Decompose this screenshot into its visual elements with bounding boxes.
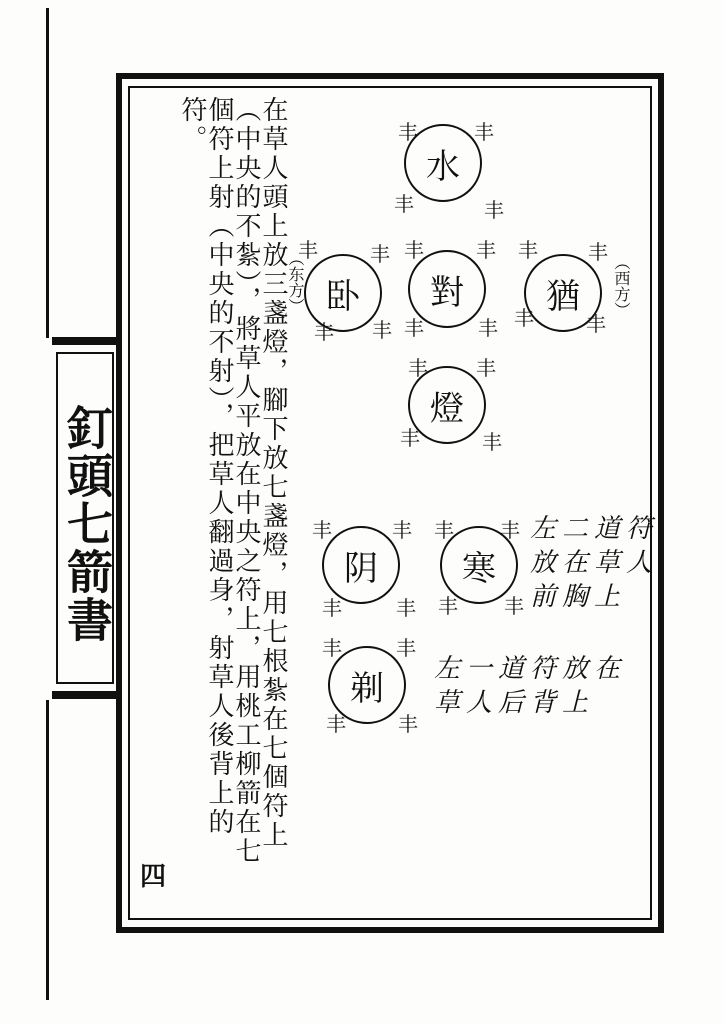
talisman-back: 剃 — [328, 646, 406, 724]
arrow-mark-icon: 丰 — [500, 518, 520, 542]
arrow-mark-icon: 丰 — [326, 712, 346, 736]
note-line: 放在草人 — [530, 548, 659, 578]
talisman-east: 卧 — [304, 254, 382, 332]
direction-east: （东方） — [286, 250, 305, 314]
arrow-mark-icon: 丰 — [298, 238, 318, 262]
arrow-mark-icon: 丰 — [400, 426, 420, 450]
talisman-front-right: 寒 — [440, 526, 518, 604]
arrow-mark-icon: 丰 — [394, 192, 414, 216]
note-line: 左二道符 — [530, 514, 659, 544]
talisman-bottom: 燈 — [408, 366, 486, 444]
spine-line-outer — [46, 8, 49, 338]
talisman-top: 水 — [404, 124, 482, 202]
arrow-mark-icon: 丰 — [482, 430, 502, 454]
talisman-center: 對 — [408, 250, 486, 328]
arrow-mark-icon: 丰 — [586, 312, 606, 336]
arrow-mark-icon: 丰 — [398, 120, 418, 144]
arrow-mark-icon: 丰 — [370, 242, 390, 266]
main-instruction-text: 在草人頭上放三盞燈，腳下放七盞燈，用七根紮在七個符上（中央的不紮），將草人平放在中央之符上，用桃工柳箭在七個符上射（中央的不射），把草人翻過身，射草人後背上的符。 — [177, 96, 288, 866]
talisman-front-left: 阴 — [322, 526, 400, 604]
arrow-mark-icon: 丰 — [398, 712, 418, 736]
arrow-mark-icon: 丰 — [404, 316, 424, 340]
arrow-mark-icon: 丰 — [514, 306, 534, 330]
arrow-mark-icon: 丰 — [588, 240, 608, 264]
direction-west: （西方） — [612, 254, 631, 318]
arrow-mark-icon: 丰 — [476, 356, 496, 380]
arrow-mark-icon: 丰 — [518, 238, 538, 262]
arrow-mark-icon: 丰 — [392, 518, 412, 542]
arrow-mark-icon: 丰 — [322, 636, 342, 660]
arrow-mark-icon: 丰 — [476, 238, 496, 262]
arrow-mark-icon: 丰 — [322, 596, 342, 620]
note-front — [530, 512, 658, 614]
arrow-mark-icon: 丰 — [396, 596, 416, 620]
note-line: 左一道符放在 — [434, 654, 627, 684]
arrow-mark-icon: 丰 — [484, 198, 504, 222]
arrow-mark-icon: 丰 — [474, 120, 494, 144]
arrow-mark-icon: 丰 — [408, 356, 428, 380]
arrow-mark-icon: 丰 — [396, 636, 416, 660]
note-line: 草人后背上 — [434, 688, 595, 718]
spine-line-outer-lower — [46, 700, 49, 1000]
note-back — [434, 652, 626, 720]
page-number: 四 — [140, 862, 167, 892]
arrow-mark-icon: 丰 — [312, 518, 332, 542]
arrow-mark-icon: 丰 — [478, 316, 498, 340]
book-title: 釘頭七箭書 — [60, 404, 114, 644]
arrow-mark-icon: 丰 — [438, 594, 458, 618]
note-line: 前胸上 — [530, 582, 627, 612]
arrow-mark-icon: 丰 — [372, 318, 392, 342]
arrow-mark-icon: 丰 — [434, 518, 454, 542]
talisman-west: 猶 — [524, 254, 602, 332]
arrow-mark-icon: 丰 — [404, 238, 424, 262]
arrow-mark-icon: 丰 — [504, 594, 524, 618]
arrow-mark-icon: 丰 — [314, 320, 334, 344]
